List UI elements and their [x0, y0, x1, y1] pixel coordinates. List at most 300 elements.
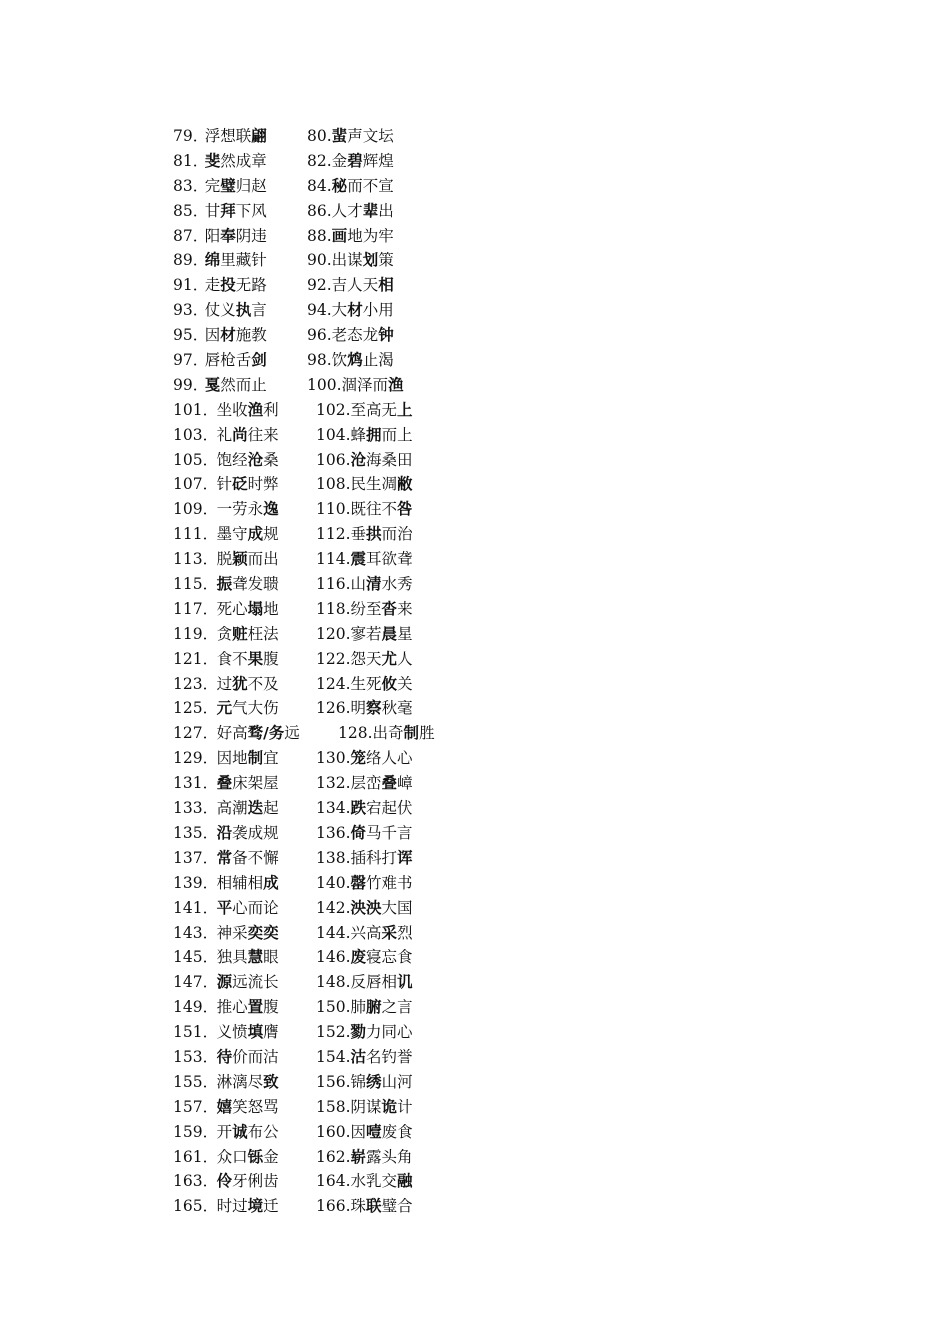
idiom-suffix: 无路 — [235, 276, 267, 295]
idiom-prefix: 走 — [204, 276, 221, 295]
idiom-prefix: 兴高 — [350, 923, 382, 942]
idiom-suffix: 腹 — [263, 649, 279, 668]
entry-number: 160 — [316, 1122, 346, 1141]
idiom-entry — [173, 273, 267, 298]
entry-number: 85 — [173, 201, 193, 220]
idiom-suffix: 眼 — [263, 948, 279, 967]
highlighted-char: 赃 — [232, 624, 248, 643]
entry-number: 159 — [173, 1122, 203, 1141]
highlighted-char: 咎 — [397, 500, 413, 519]
entry-separator: . — [345, 649, 351, 668]
entry-number: 102 — [316, 400, 346, 419]
entry-separator: ． — [192, 151, 209, 170]
entry-separator: . — [345, 873, 351, 892]
entry-separator: . — [345, 1197, 351, 1216]
list-row — [173, 199, 873, 224]
highlighted-char: 沧 — [350, 450, 367, 469]
entry-separator: ． — [192, 375, 209, 394]
idiom-entry — [173, 149, 267, 174]
idiom-suffix: 竹难书 — [366, 873, 413, 892]
highlighted-char: 诡 — [381, 1097, 398, 1116]
highlighted-char: 境 — [247, 1197, 264, 1216]
highlighted-char: 晨 — [381, 624, 398, 643]
entry-number: 122 — [316, 649, 346, 668]
idiom-entry — [316, 1095, 413, 1120]
idiom-entry — [316, 423, 413, 448]
list-row — [173, 970, 873, 995]
highlighted-char: 斐 — [204, 151, 221, 170]
idiom-suffix: 备不懈 — [232, 848, 279, 867]
idiom-prefix: 出奇 — [372, 724, 404, 743]
highlighted-char: 置 — [247, 998, 264, 1017]
entry-number: 96 — [307, 326, 327, 345]
idiom-entry — [316, 796, 413, 821]
entry-number: 114 — [316, 550, 346, 569]
list-row — [173, 448, 873, 473]
idiom-suffix: 大国 — [381, 898, 413, 917]
idiom-suffix: 秋毫 — [381, 699, 413, 718]
idiom-suffix: 腹 — [263, 998, 279, 1017]
list-row — [173, 647, 873, 672]
idiom-suffix: 施教 — [235, 326, 267, 345]
idiom-suffix: 牙俐齿 — [232, 1172, 279, 1191]
idiom-entry — [316, 448, 413, 473]
idiom-suffix: 胜 — [419, 724, 435, 743]
idiom-suffix: 规 — [263, 525, 279, 544]
idiom-suffix: 海桑田 — [366, 450, 413, 469]
idiom-entry — [316, 672, 413, 697]
idiom-suffix: 而上 — [381, 425, 413, 444]
entry-separator: ． — [202, 724, 219, 743]
idiom-suffix: 膺 — [263, 1023, 279, 1042]
entry-separator: ． — [202, 1047, 219, 1066]
entry-number: 125 — [173, 699, 203, 718]
highlighted-char: 勠 — [350, 1023, 367, 1042]
entry-separator: . — [345, 475, 351, 494]
entry-number: 115 — [173, 575, 203, 594]
idiom-entry — [316, 522, 413, 547]
entry-number: 143 — [173, 923, 203, 942]
idiom-suffix: 枉法 — [247, 624, 279, 643]
entry-number: 103 — [173, 425, 203, 444]
list-row — [173, 672, 873, 697]
entry-separator: . — [345, 749, 351, 768]
entry-separator: ． — [192, 251, 209, 270]
highlighted-char: 相 — [378, 276, 394, 295]
entry-number: 119 — [173, 624, 203, 643]
highlighted-char: 腑 — [366, 998, 382, 1017]
entry-separator: ． — [192, 351, 209, 370]
list-row — [173, 1070, 873, 1095]
highlighted-char: 采 — [381, 923, 398, 942]
idiom-entry — [173, 970, 279, 995]
highlighted-char: 叠 — [381, 774, 398, 793]
idiom-suffix: 小用 — [362, 301, 394, 320]
entry-separator: ． — [192, 276, 209, 295]
entry-separator: . — [345, 1047, 351, 1066]
idiom-entry — [173, 995, 279, 1020]
idiom-suffix: 袭成规 — [232, 823, 279, 842]
entry-separator: ． — [202, 425, 219, 444]
entry-separator: ． — [202, 1023, 219, 1042]
highlighted-char: 填 — [247, 1023, 264, 1042]
idiom-prefix: 坐收 — [216, 400, 248, 419]
highlighted-char: 投 — [220, 276, 236, 295]
list-row — [173, 821, 873, 846]
highlighted-char: 常 — [216, 848, 233, 867]
idiom-entry — [173, 1070, 279, 1095]
idiom-suffix: 辉煌 — [362, 151, 394, 170]
entry-number: 135 — [173, 823, 203, 842]
entry-separator: . — [345, 823, 351, 842]
highlighted-char: 嬉 — [216, 1097, 233, 1116]
highlighted-char: 待 — [216, 1047, 233, 1066]
entry-number: 113 — [173, 550, 203, 569]
idiom-entry — [173, 746, 279, 771]
highlighted-char: 清 — [366, 575, 382, 594]
idiom-entry — [173, 1145, 279, 1170]
entry-number: 156 — [316, 1072, 346, 1091]
idiom-suffix: 露头角 — [366, 1147, 413, 1166]
idiom-suffix: 地 — [263, 599, 279, 618]
list-row — [173, 348, 873, 373]
idiom-prefix: 寥若 — [350, 624, 382, 643]
idiom-prefix: 阳 — [204, 226, 221, 245]
entry-separator: . — [326, 301, 332, 320]
highlighted-char: 迭 — [247, 799, 264, 818]
idiom-prefix: 时过 — [216, 1197, 248, 1216]
idiom-prefix: 好高 — [216, 724, 248, 743]
entry-number: 92 — [307, 276, 327, 295]
highlighted-char: 慧 — [247, 948, 264, 967]
highlighted-char: 平 — [216, 898, 233, 917]
idiom-entry — [173, 348, 267, 373]
entry-separator: . — [326, 151, 332, 170]
highlighted-char: 沿 — [216, 823, 233, 842]
entry-separator: ． — [202, 525, 219, 544]
idiom-entry — [307, 273, 394, 298]
entry-separator: . — [345, 450, 351, 469]
entry-number: 108 — [316, 475, 346, 494]
highlighted-char: 噎 — [366, 1122, 382, 1141]
highlighted-char: 秘 — [331, 176, 348, 195]
entry-number: 149 — [173, 998, 203, 1017]
list-row — [173, 995, 873, 1020]
highlighted-char: 敝 — [397, 475, 413, 494]
entry-separator: ． — [202, 575, 219, 594]
idiom-prefix: 垂 — [350, 525, 367, 544]
highlighted-char: 诨 — [397, 848, 413, 867]
entry-separator: . — [345, 699, 351, 718]
entry-number: 157 — [173, 1097, 203, 1116]
idiom-entry — [173, 373, 267, 398]
idiom-entry — [316, 995, 413, 1020]
entry-number: 139 — [173, 873, 203, 892]
highlighted-char: 材 — [220, 326, 236, 345]
idiom-entry — [173, 796, 279, 821]
idiom-suffix: 笑怒骂 — [232, 1097, 279, 1116]
idiom-entry — [173, 846, 279, 871]
entry-separator: . — [345, 525, 351, 544]
entry-separator: . — [345, 550, 351, 569]
idiom-entry — [173, 174, 267, 199]
highlighted-char: 绣 — [366, 1072, 382, 1091]
idiom-prefix: 因 — [204, 326, 221, 345]
idiom-suffix: 而出 — [247, 550, 279, 569]
idiom-suffix: 金 — [263, 1147, 279, 1166]
idiom-suffix: 宕起伏 — [366, 799, 413, 818]
idiom-entry — [173, 1020, 279, 1045]
entry-number: 127 — [173, 724, 203, 743]
idiom-entry — [173, 871, 279, 896]
idiom-entry — [173, 448, 279, 473]
entry-number: 146 — [316, 948, 346, 967]
idiom-entry — [307, 224, 394, 249]
entry-number: 138 — [316, 848, 346, 867]
idiom-prefix: 因 — [350, 1122, 367, 1141]
idiom-prefix: 食不 — [216, 649, 248, 668]
list-row — [173, 298, 873, 323]
idiom-prefix: 仗义 — [204, 301, 236, 320]
list-row — [173, 273, 873, 298]
highlighted-char: 致 — [263, 1072, 279, 1091]
idiom-suffix: 桑 — [263, 450, 279, 469]
entry-separator: . — [345, 1172, 351, 1191]
entry-number: 151 — [173, 1023, 203, 1042]
idiom-entry — [316, 1020, 413, 1045]
idiom-suffix: 之言 — [381, 998, 413, 1017]
highlighted-char: 倚 — [350, 823, 367, 842]
entry-separator: . — [326, 226, 332, 245]
entry-separator: ． — [202, 674, 219, 693]
idiom-suffix: 言 — [251, 301, 267, 320]
idiom-entry — [173, 572, 279, 597]
highlighted-char: 沽 — [350, 1047, 367, 1066]
idiom-suffix: 人 — [397, 649, 413, 668]
idiom-suffix: 心而论 — [232, 898, 279, 917]
idiom-suffix: 马千言 — [366, 823, 413, 842]
idiom-entry — [173, 298, 267, 323]
highlighted-char: 笼 — [350, 749, 367, 768]
idiom-entry — [316, 398, 413, 423]
idiom-prefix: 老态龙 — [331, 326, 379, 345]
list-row — [173, 1120, 873, 1145]
entry-number: 116 — [316, 575, 346, 594]
idiom-suffix: 归赵 — [235, 176, 267, 195]
idiom-entry — [316, 622, 413, 647]
entry-separator: ． — [202, 799, 219, 818]
idiom-entry — [173, 622, 279, 647]
entry-separator: ． — [202, 898, 219, 917]
entry-separator: . — [345, 425, 351, 444]
entry-separator: ． — [192, 226, 209, 245]
idiom-prefix: 墨守 — [216, 525, 248, 544]
idiom-suffix: 阴违 — [235, 226, 267, 245]
entry-number: 152 — [316, 1023, 346, 1042]
idiom-entry — [307, 323, 394, 348]
idiom-prefix: 肺 — [350, 998, 367, 1017]
entry-separator: . — [345, 1122, 351, 1141]
idiom-prefix: 众口 — [216, 1147, 248, 1166]
highlighted-char: 璧 — [220, 176, 236, 195]
idiom-entry — [173, 821, 279, 846]
idiom-entry — [173, 472, 279, 497]
idiom-prefix: 至高无 — [350, 400, 398, 419]
idiom-suffix: 价而沽 — [232, 1047, 279, 1066]
idiom-entry — [173, 721, 300, 746]
highlighted-char: 拥 — [366, 425, 382, 444]
highlighted-char: 果 — [247, 649, 264, 668]
idiom-entry — [316, 921, 413, 946]
idiom-prefix: 淋漓尽 — [216, 1072, 264, 1091]
idiom-entry — [173, 423, 279, 448]
entry-separator: . — [345, 998, 351, 1017]
entry-separator: ． — [202, 923, 219, 942]
entry-separator: . — [345, 1147, 351, 1166]
entry-number: 136 — [316, 823, 346, 842]
entry-separator: . — [345, 575, 351, 594]
idiom-entry — [307, 124, 394, 149]
idiom-prefix: 怨天 — [350, 649, 382, 668]
highlighted-char: 画 — [331, 226, 348, 245]
idiom-suffix: 止渴 — [362, 351, 394, 370]
highlighted-char: 成 — [263, 873, 279, 892]
entry-number: 144 — [316, 923, 346, 942]
entry-separator: ． — [202, 823, 219, 842]
entry-number: 140 — [316, 873, 346, 892]
list-row — [173, 1095, 873, 1120]
highlighted-char: 拱 — [366, 525, 382, 544]
entry-number: 109 — [173, 500, 203, 519]
entry-separator: ． — [202, 1122, 219, 1141]
entry-separator: ． — [202, 848, 219, 867]
idiom-prefix: 既往不 — [350, 500, 398, 519]
entry-number: 124 — [316, 674, 346, 693]
idiom-suffix: 远流长 — [232, 973, 279, 992]
idiom-entry — [173, 398, 279, 423]
idiom-suffix: 废食 — [381, 1122, 413, 1141]
entry-separator: . — [345, 599, 351, 618]
idiom-suffix: 而治 — [381, 525, 413, 544]
highlighted-char: 融 — [397, 1172, 413, 1191]
list-row — [173, 373, 873, 398]
highlighted-char: 上 — [397, 400, 413, 419]
idiom-prefix: 民生凋 — [350, 475, 398, 494]
idiom-suffix: 聋发聩 — [232, 575, 279, 594]
entry-number: 99 — [173, 375, 193, 394]
entry-separator: . — [345, 674, 351, 693]
idiom-entry — [173, 248, 267, 273]
entry-separator: ． — [202, 400, 219, 419]
entry-number: 164 — [316, 1172, 346, 1191]
entry-separator: ． — [202, 500, 219, 519]
highlighted-char: 伶 — [216, 1172, 233, 1191]
idiom-prefix: 锦 — [350, 1072, 367, 1091]
highlighted-char: 制 — [403, 724, 420, 743]
idiom-suffix: 璧合 — [381, 1197, 413, 1216]
list-row — [173, 124, 873, 149]
idiom-entry — [316, 771, 413, 796]
entry-separator: ． — [202, 1147, 219, 1166]
list-row — [173, 771, 873, 796]
idiom-prefix: 出谋 — [331, 251, 363, 270]
list-row — [173, 696, 873, 721]
highlighted-char: 元 — [216, 699, 233, 718]
idiom-entry — [173, 597, 279, 622]
entry-number: 90 — [307, 251, 327, 270]
highlighted-char: 颖 — [232, 550, 248, 569]
entry-separator: . — [345, 624, 351, 643]
list-row — [173, 572, 873, 597]
idiom-suffix: 策 — [378, 251, 394, 270]
idiom-prefix: 甘 — [204, 201, 221, 220]
entry-separator: . — [345, 973, 351, 992]
idiom-prefix: 贪 — [216, 624, 233, 643]
idiom-suffix: 布公 — [247, 1122, 279, 1141]
idiom-entry — [316, 696, 413, 721]
list-row — [173, 846, 873, 871]
idiom-entry — [316, 572, 413, 597]
idiom-suffix: 而不宣 — [347, 176, 394, 195]
entry-separator: ． — [202, 998, 219, 1017]
idiom-entry — [316, 821, 413, 846]
entry-number: 94 — [307, 301, 327, 320]
idiom-prefix: 明 — [350, 699, 367, 718]
idiom-suffix: 烈 — [397, 923, 413, 942]
highlighted-char: 沓 — [381, 599, 398, 618]
idiom-prefix: 针 — [216, 475, 233, 494]
idiom-prefix: 涸泽而 — [341, 375, 389, 394]
highlighted-char: 废 — [350, 948, 367, 967]
idiom-prefix: 人才 — [331, 201, 363, 220]
entry-number: 141 — [173, 898, 203, 917]
list-row — [173, 746, 873, 771]
highlighted-char: 源 — [216, 973, 233, 992]
entry-separator: . — [326, 251, 332, 270]
entry-separator: . — [345, 923, 351, 942]
list-row — [173, 945, 873, 970]
idiom-entry — [173, 896, 279, 921]
idiom-suffix: 然成章 — [220, 151, 267, 170]
entry-number: 95 — [173, 326, 193, 345]
idiom-entry — [307, 298, 394, 323]
highlighted-char: 鸩 — [347, 351, 363, 370]
idiom-suffix: 来 — [397, 599, 413, 618]
idiom-prefix: 插科打 — [350, 848, 398, 867]
idiom-entry — [173, 323, 267, 348]
list-row — [173, 323, 873, 348]
idiom-suffix: 计 — [397, 1097, 413, 1116]
idiom-prefix: 山 — [350, 575, 367, 594]
entry-number: 154 — [316, 1047, 346, 1066]
highlighted-char: 翩 — [251, 127, 267, 145]
entry-separator: . — [345, 500, 351, 519]
highlighted-char: 攸 — [381, 674, 398, 693]
idiom-prefix: 金 — [331, 151, 348, 170]
highlighted-char: 逸 — [263, 500, 279, 519]
idiom-entry — [173, 647, 279, 672]
highlighted-char: 砭 — [232, 475, 248, 494]
highlighted-char: 铄 — [247, 1147, 264, 1166]
entry-separator: ． — [202, 873, 219, 892]
idiom-entry — [173, 224, 267, 249]
entry-number: 166 — [316, 1197, 346, 1216]
idiom-suffix: 然而止 — [220, 375, 267, 394]
idiom-prefix: 义愤 — [216, 1023, 248, 1042]
idiom-suffix: 下风 — [235, 201, 267, 220]
entry-number: 100 — [307, 375, 337, 394]
idiom-entry — [316, 1120, 413, 1145]
